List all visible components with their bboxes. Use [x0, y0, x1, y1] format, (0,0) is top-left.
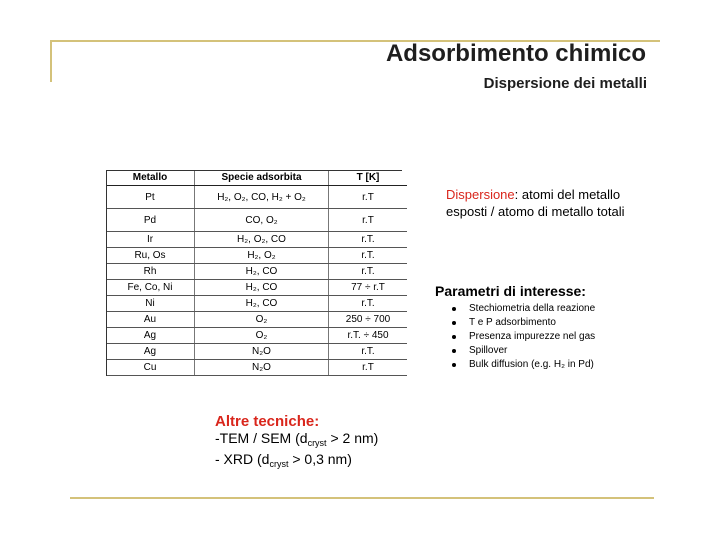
- table-row: [106, 209, 407, 232]
- parameter-label: Stechiometria della reazione: [469, 303, 596, 314]
- cell-metal: Ir: [106, 232, 195, 248]
- slide-title: Adsorbimento chimico: [385, 40, 646, 67]
- table-row: [106, 344, 407, 360]
- tem-prefix: -TEM / SEM (d: [215, 430, 308, 446]
- definition-term: Dispersione: [446, 187, 515, 202]
- table-left-border: [106, 170, 107, 376]
- header-species: Specie adsorbita: [195, 170, 329, 186]
- list-item: [452, 316, 595, 330]
- cell-temperature: r.T: [329, 209, 408, 232]
- techniques-heading: Altre tecniche:: [215, 413, 320, 430]
- bullet-icon: [452, 363, 456, 367]
- cell-temperature: r.T.: [329, 264, 408, 280]
- table-row: [106, 232, 407, 248]
- cell-species: H₂, CO: [195, 264, 329, 280]
- cell-temperature: r.T.: [329, 232, 408, 248]
- list-item: [452, 344, 595, 358]
- parameter-label: Bulk diffusion (e.g. H₂ in Pd): [469, 359, 594, 370]
- table-row: [106, 248, 407, 264]
- bottom-decorative-line: [70, 497, 654, 499]
- table-row: [106, 296, 407, 312]
- cell-metal: Pd: [106, 209, 195, 232]
- table-header-row: [106, 170, 407, 186]
- cell-metal: Cu: [106, 360, 195, 376]
- table-row: [106, 328, 407, 344]
- cell-species: N₂O: [195, 344, 329, 360]
- definition-text: : atomi del metallo esposti / atomo di metallo totali: [446, 187, 625, 219]
- cell-metal: Fe, Co, Ni: [106, 280, 195, 296]
- bullet-icon: [452, 335, 456, 339]
- cell-species: H₂, CO: [195, 280, 329, 296]
- parameter-label: Presenza impurezze nel gas: [469, 331, 596, 342]
- tem-suffix: > 2 nm): [326, 430, 379, 446]
- tem-line: [215, 430, 378, 451]
- xrd-subscript: cryst: [269, 459, 289, 469]
- table-top-border: [106, 170, 402, 171]
- list-item: [452, 330, 595, 344]
- cell-temperature: r.T: [329, 360, 408, 376]
- cell-species: H₂, O₂, CO, H₂ + O₂: [195, 186, 329, 209]
- bullet-icon: [452, 307, 456, 311]
- parameters-heading: Parametri di interesse:: [435, 283, 586, 299]
- cell-species: CO, O₂: [195, 209, 329, 232]
- cell-metal: Pt: [106, 186, 195, 209]
- parameter-label: Spillover: [469, 345, 508, 356]
- cell-metal: Ni: [106, 296, 195, 312]
- xrd-prefix: - XRD (d: [215, 451, 270, 467]
- cell-temperature: r.T.: [329, 296, 408, 312]
- table-row: [106, 264, 407, 280]
- cell-metal: Rh: [106, 264, 195, 280]
- cell-species: H₂, O₂, CO: [195, 232, 329, 248]
- header-temperature: T [K]: [329, 170, 408, 186]
- parameters-list: [452, 302, 595, 372]
- xrd-suffix: > 0,3 nm): [288, 451, 352, 467]
- table-row: [106, 280, 407, 296]
- table-row: [106, 312, 407, 328]
- dispersion-definition: [446, 186, 646, 220]
- chemisorption-table: [106, 170, 407, 376]
- slide-subtitle: Dispersione dei metalli: [483, 75, 647, 92]
- xrd-line: [215, 451, 378, 472]
- cell-species: N₂O: [195, 360, 329, 376]
- bullet-icon: [452, 349, 456, 353]
- cell-temperature: r.T.: [329, 344, 408, 360]
- cell-species: H₂, O₂: [195, 248, 329, 264]
- cell-species: O₂: [195, 312, 329, 328]
- cell-metal: Ag: [106, 344, 195, 360]
- bullet-icon: [452, 321, 456, 325]
- cell-metal: Au: [106, 312, 195, 328]
- left-decorative-line: [50, 40, 52, 82]
- cell-temperature: 250 ÷ 700: [329, 312, 408, 328]
- cell-metal: Ag: [106, 328, 195, 344]
- cell-metal: Ru, Os: [106, 248, 195, 264]
- list-item: [452, 358, 595, 372]
- tem-subscript: cryst: [307, 438, 327, 448]
- list-item: [452, 302, 595, 316]
- cell-species: H₂, CO: [195, 296, 329, 312]
- cell-temperature: r.T.: [329, 248, 408, 264]
- table-row: [106, 360, 407, 376]
- cell-species: O₂: [195, 328, 329, 344]
- cell-temperature: r.T: [329, 186, 408, 209]
- other-techniques: [215, 414, 378, 472]
- parameter-label: T e P adsorbimento: [469, 317, 556, 328]
- header-metal: Metallo: [106, 170, 195, 186]
- table-row: [106, 186, 407, 209]
- cell-temperature: 77 ÷ r.T: [329, 280, 408, 296]
- cell-temperature: r.T. ÷ 450: [329, 328, 408, 344]
